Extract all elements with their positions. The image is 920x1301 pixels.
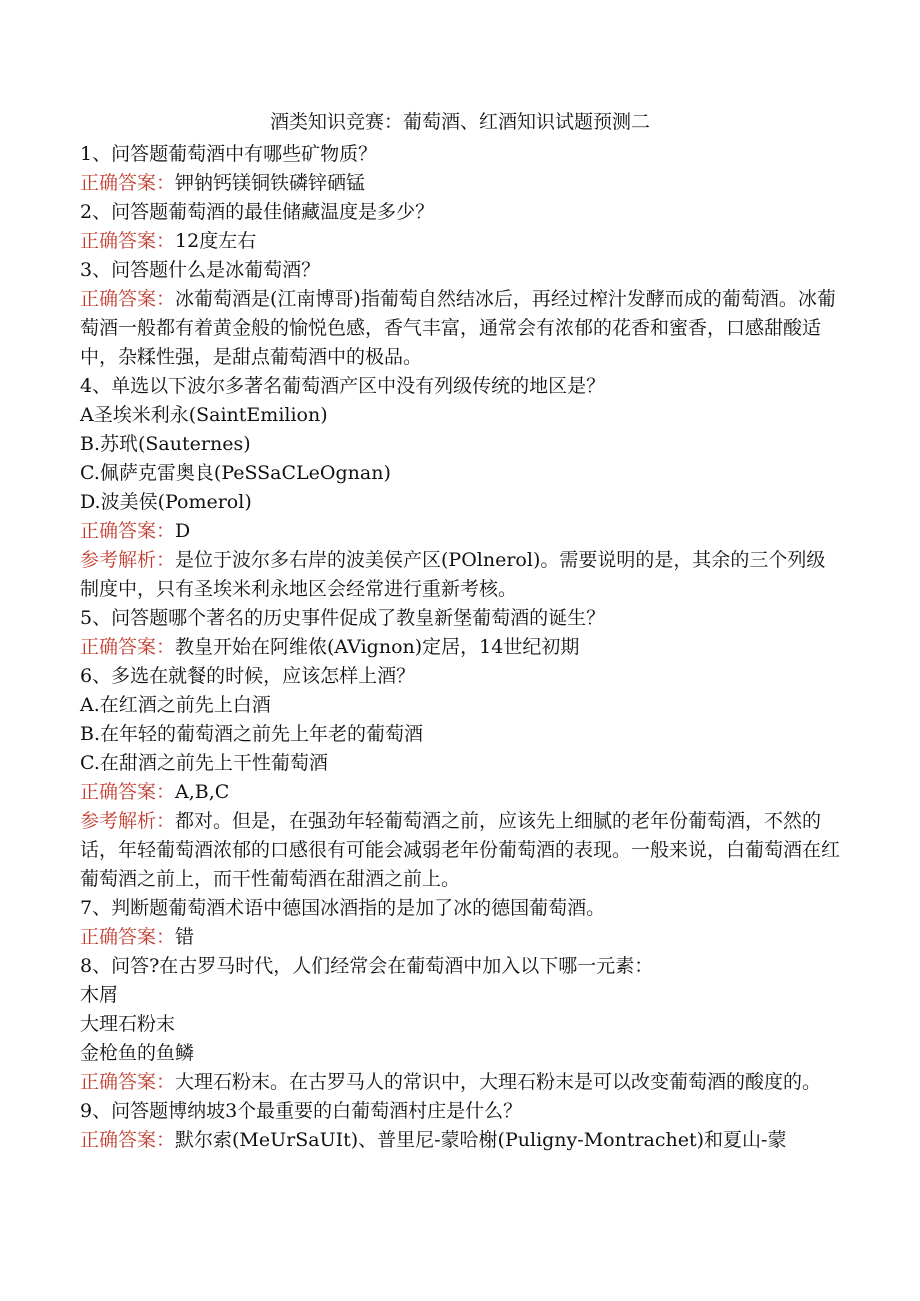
document-title: 酒类知识竞赛：葡萄酒、红酒知识试题预测二 [269,111,650,133]
analysis-6 [80,807,840,894]
analysis-6-text: 都对。但是，在强劲年轻葡萄酒之前，应该先上细腻的老年份葡萄酒，不然的话，年轻葡萄酒浓郁的口感很有可能会减弱老年份葡萄酒的表现。一般来说，白葡萄酒在红葡萄酒之前上，而干性葡萄酒在甜酒之前上。 [80,810,841,890]
analysis-4-text: 是位于波尔多右岸的波美侯产区(POlnerol)。需要说明的是，其余的三个列级制度中，只有圣埃米利永地区会经常进行重新考核。 [80,549,826,600]
answer-4 [80,517,840,546]
answer-7 [80,923,840,952]
question-8: 8、问答?在古罗马时代，人们经常会在葡萄酒中加入以下哪一元素： [80,955,654,977]
question-9: 9、问答题博纳坡3个最重要的白葡萄酒村庄是什么？ [80,1100,523,1122]
option-8b: 大理石粉末 [80,1013,176,1035]
answer-2-text: 12度左右 [175,230,257,252]
answer-3-text: 冰葡萄酒是(江南博哥)指葡萄自然结冰后，再经过榨汁发酵而成的葡萄酒。冰葡萄酒一般都有着黄金般的愉悦色感，香气丰富，通常会有浓郁的花香和蜜香，口感甜酸适中，杂糅性强，是甜点葡萄酒中的极品。 [80,288,836,368]
document-page [80,108,840,1155]
analysis-4 [80,546,840,604]
answer-label: 正确答案： [80,288,176,310]
option-4d: D.波美侯(Pomerol) [80,491,252,513]
answer-1 [80,169,840,198]
question-6: 6、多选在就餐的时候，应该怎样上酒？ [80,665,416,687]
answer-2 [80,227,840,256]
answer-label: 正确答案： [80,1129,176,1151]
answer-label: 正确答案： [80,172,176,194]
question-3: 3、问答题什么是冰葡萄酒？ [80,259,321,281]
question-1: 1、问答题葡萄酒中有哪些矿物质？ [80,143,378,165]
option-4b: B.苏玳(Sauternes) [80,433,251,455]
answer-label: 正确答案： [80,230,176,252]
question-5: 5、问答题哪个著名的历史事件促成了教皇新堡葡萄酒的诞生？ [80,607,606,629]
question-2: 2、问答题葡萄酒的最佳储藏温度是多少？ [80,201,435,223]
option-6b: B.在年轻的葡萄酒之前先上年老的葡萄酒 [80,723,424,745]
option-4c: C.佩萨克雷奥良(PeSSaCLeOgnan) [80,462,391,484]
answer-label: 正确答案： [80,781,176,803]
answer-3 [80,285,840,372]
answer-label: 正确答案： [80,926,176,948]
option-6c: C.在甜酒之前先上干性葡萄酒 [80,752,328,774]
analysis-label: 参考解析： [80,549,176,571]
answer-1-text: 钾钠钙镁铜铁磷锌硒锰 [175,172,366,194]
option-6a: A.在红酒之前先上白酒 [80,694,271,716]
option-4a: A圣埃米利永(SaintEmilion) [80,404,328,426]
answer-8 [80,1068,840,1097]
answer-9-text: 默尔索(MeUrSaUIt)、普里尼-蒙哈榭(Puligny-Montrachet)和夏山-蒙 [175,1129,787,1151]
question-7: 7、判断题葡萄酒术语中德国冰酒指的是加了冰的德国葡萄酒。 [80,897,606,919]
answer-5 [80,633,840,662]
answer-8-text: 大理石粉末。在古罗马人的常识中，大理石粉末是可以改变葡萄酒的酸度的。 [175,1071,822,1093]
option-8a: 木屑 [80,984,119,1006]
answer-7-text: 错 [175,926,195,948]
question-4: 4、单选以下波尔多著名葡萄酒产区中没有列级传统的地区是？ [80,375,606,397]
answer-label: 正确答案： [80,520,176,542]
answer-5-text: 教皇开始在阿维侬(AVignon)定居，14世纪初期 [175,636,580,658]
answer-9 [80,1126,840,1155]
answer-6-text: A,B,C [175,781,230,803]
answer-label: 正确答案： [80,636,176,658]
analysis-label: 参考解析： [80,810,176,832]
answer-6 [80,778,840,807]
option-8c: 金枪鱼的鱼鳞 [80,1042,195,1064]
answer-4-text: D [175,520,191,542]
answer-label: 正确答案： [80,1071,176,1093]
